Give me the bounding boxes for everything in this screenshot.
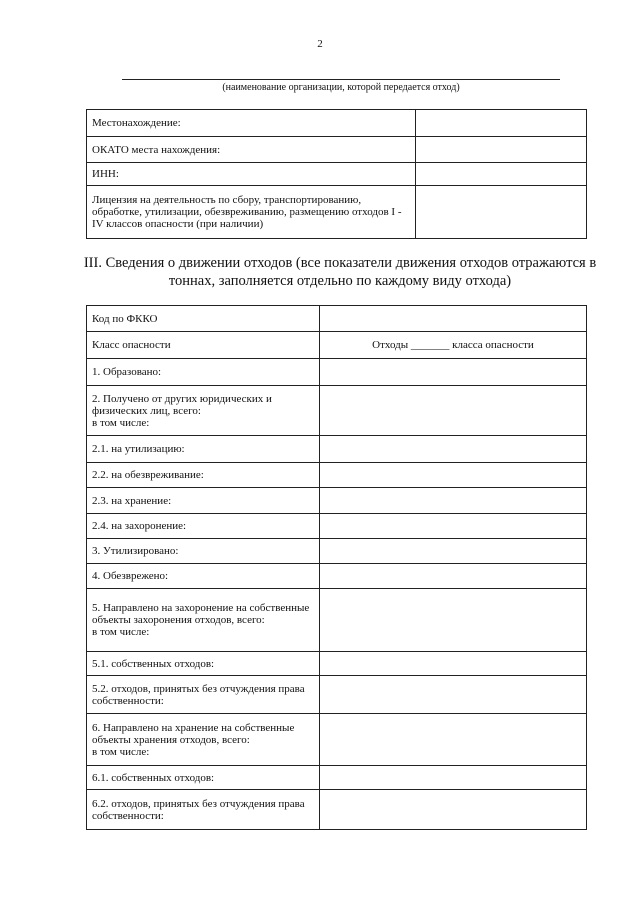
license-label: Лицензия на деятельность по сбору, транспортированию, обработке, утилизации, обезвреживанию, размещению отходов I - IV классов опасности (при наличии) [87,186,416,239]
table-row [87,163,587,186]
row-value-cell[interactable] [320,359,587,386]
inn-value-cell[interactable] [416,163,587,186]
table-row [87,589,587,652]
row-label: 2. Получено от других юридических и физических лиц, всего: в том числе: [87,386,320,436]
row-label: 2.2. на обезвреживание: [87,463,320,488]
row-label: 5. Направлено на захоронение на собственные объекты захоронения отходов, всего: в том числе: [87,589,320,652]
row-label: 5.1. собственных отходов: [87,652,320,676]
hazard-class-value-cell[interactable]: Отходы _______ класса опасности [320,332,587,359]
row-value-cell[interactable] [320,766,587,790]
table-row [87,488,587,514]
table-row [87,186,587,239]
waste-movement-table [86,305,587,830]
organization-name-caption: (наименование организации, которой передается отход) [222,82,460,93]
table-row [87,359,587,386]
row-label: 3. Утилизировано: [87,539,320,564]
table-row [87,790,587,830]
row-label: 6.1. собственных отходов: [87,766,320,790]
table-row [87,306,587,332]
table-row [87,110,587,137]
location-value-cell[interactable] [416,110,587,137]
row-label: 6. Направлено на хранение на собственные объекты хранения отходов, всего: в том числе: [87,714,320,766]
location-label: Местонахождение: [87,110,416,137]
row-value-cell[interactable] [320,652,587,676]
row-value-cell[interactable] [320,714,587,766]
table-row [87,436,587,463]
okato-value-cell[interactable] [416,137,587,163]
table-row [87,386,587,436]
table-row [87,564,587,589]
fkko-code-label: Код по ФККО [87,306,320,332]
table-row [87,137,587,163]
page-number: 2 [317,38,323,50]
table-row [87,766,587,790]
table-row [87,652,587,676]
row-label: 2.3. на хранение: [87,488,320,514]
row-label: 4. Обезврежено: [87,564,320,589]
row-label: 2.1. на утилизацию: [87,436,320,463]
row-label: 6.2. отходов, принятых без отчуждения права собственности: [87,790,320,830]
okato-label: ОКАТО места нахождения: [87,137,416,163]
organization-details-table [86,109,587,239]
table-row [87,539,587,564]
row-label: 2.4. на захоронение: [87,514,320,539]
row-label: 5.2. отходов, принятых без отчуждения права собственности: [87,676,320,714]
row-value-cell[interactable] [320,539,587,564]
inn-label: ИНН: [87,163,416,186]
row-value-cell[interactable] [320,514,587,539]
section-title: III. Сведения о движении отходов (все показатели движения отходов отражаются в тоннах, заполняется отдельно по каждому виду отхода) [83,255,597,289]
table-row [87,332,587,359]
row-value-cell[interactable] [320,589,587,652]
row-value-cell[interactable] [320,676,587,714]
table-row [87,514,587,539]
table-row [87,676,587,714]
row-label: 1. Образовано: [87,359,320,386]
row-value-cell[interactable] [320,386,587,436]
table-row [87,714,587,766]
row-value-cell[interactable] [320,463,587,488]
fkko-code-value-cell[interactable] [320,306,587,332]
hazard-class-label: Класс опасности [87,332,320,359]
row-value-cell[interactable] [320,436,587,463]
row-value-cell[interactable] [320,488,587,514]
table-row [87,463,587,488]
license-value-cell[interactable] [416,186,587,239]
row-value-cell[interactable] [320,790,587,830]
row-value-cell[interactable] [320,564,587,589]
organization-name-line[interactable] [122,79,560,80]
